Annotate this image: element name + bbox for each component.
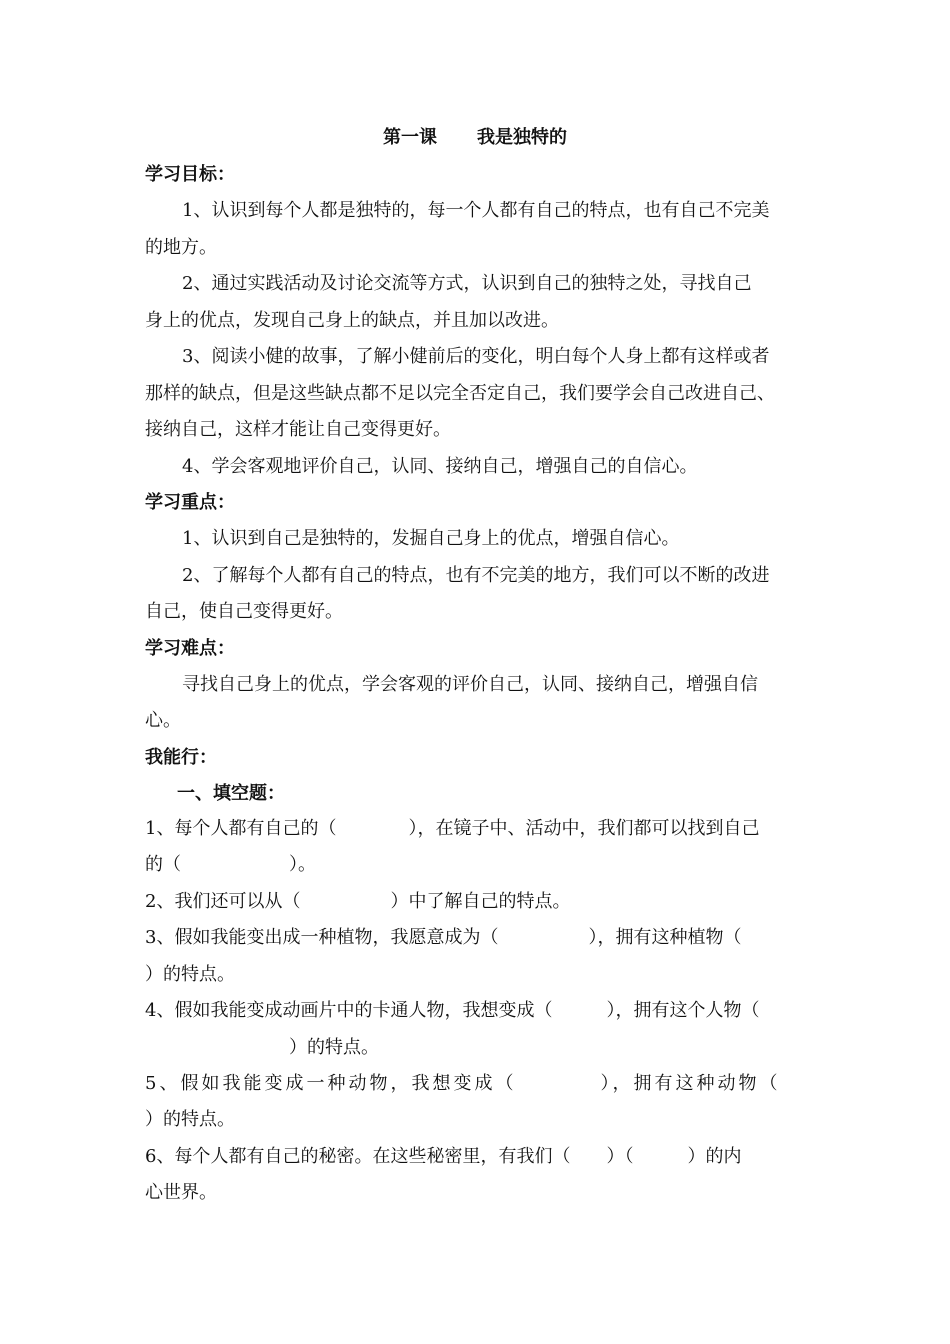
- key-point-line: 1、认识到自己是独特的，发掘自己身上的优点，增强自信心。: [182, 528, 680, 549]
- question-line: 4、假如我能变成动画片中的卡通人物，我想变成（ ），拥有这个人物（: [145, 1000, 760, 1021]
- difficulty-line: 寻找自己身上的优点，学会客观的评价自己，认同、接纳自己，增强自信: [182, 674, 758, 695]
- key-point-line: 2、了解每个人都有自己的特点，也有不完美的地方，我们可以不断的改进: [182, 565, 770, 586]
- objective-line: 1、认识到每个人都是独特的，每一个人都有自己的特点，也有自己不完美: [182, 200, 770, 221]
- objective-line: 3、阅读小健的故事，了解小健前后的变化，明白每个人身上都有这样或者: [182, 346, 770, 367]
- question-line: 3、假如我能变出成一种植物，我愿意成为（ ），拥有这种植物（: [145, 927, 742, 948]
- key-points-heading: 学习重点：: [145, 492, 235, 513]
- question-line: ）的特点。: [145, 1037, 379, 1058]
- question-line: ）的特点。: [145, 1109, 235, 1130]
- objective-line: 2、通过实践活动及讨论交流等方式，认识到自己的独特之处，寻找自己: [182, 273, 752, 294]
- objective-line: 身上的优点，发现自己身上的缺点，并且加以改进。: [145, 310, 559, 331]
- question-line: 2、我们还可以从（ ）中了解自己的特点。: [145, 891, 571, 912]
- page-title: [0, 126, 950, 150]
- question-line: 心世界。: [145, 1182, 217, 1203]
- difficulty-line: 心。: [145, 710, 181, 731]
- question-line: ）的特点。: [145, 964, 235, 985]
- question-line: 的（ ）。: [145, 854, 316, 875]
- objective-line: 接纳自己，这样才能让自己变得更好。: [145, 419, 451, 440]
- objective-line: 的地方。: [145, 237, 217, 258]
- title-topic: 我是独特的: [477, 127, 567, 148]
- question-line: 1、每个人都有自己的（ ），在镜子中、活动中，我们都可以找到自己: [145, 818, 760, 839]
- key-point-line: 自己，使自己变得更好。: [145, 601, 343, 622]
- fill-in-heading: 一、填空题：: [177, 783, 285, 804]
- question-line: 5、假如我能变成一种动物，我想变成（ ），拥有这种动物（: [145, 1073, 781, 1094]
- practice-heading: 我能行：: [145, 747, 217, 768]
- difficulty-heading: 学习难点：: [145, 638, 235, 659]
- objectives-heading: 学习目标：: [145, 164, 235, 185]
- objective-line: 4、学会客观地评价自己，认同、接纳自己，增强自己的自信心。: [182, 456, 698, 477]
- objective-line: 那样的缺点，但是这些缺点都不足以完全否定自己，我们要学会自己改进自己、: [145, 383, 775, 404]
- question-line: 6、每个人都有自己的秘密。在这些秘密里，有我们（ ）（ ）的内: [145, 1146, 742, 1167]
- title-lesson: 第一课: [383, 127, 437, 148]
